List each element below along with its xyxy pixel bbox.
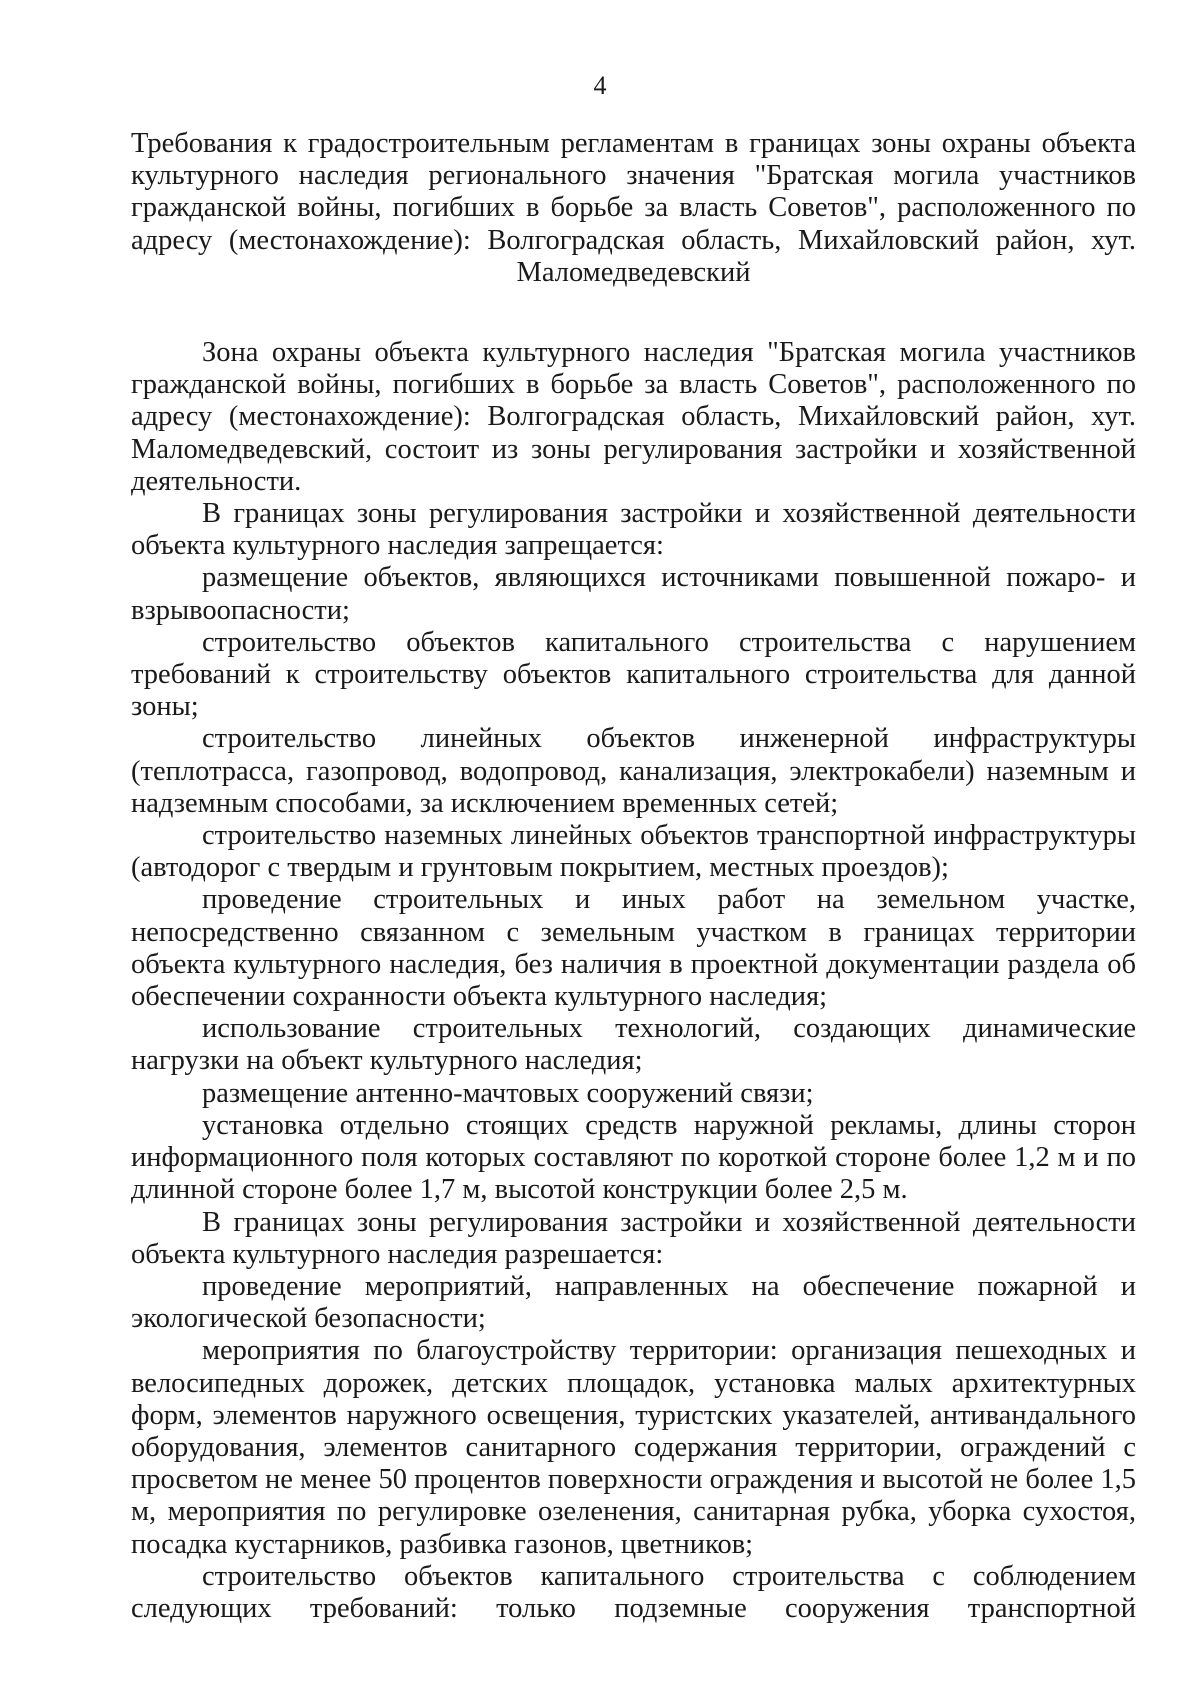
- document-body: [131, 128, 1136, 1625]
- paragraph-prohibited-item: установка отдельно стоящих средств наружной рекламы, длины сторон информационного поля которых составляют по короткой стороне более 1,2 м и по длинной стороне более 1,7 м, высотой конструкции более 2,5 м.: [131, 1109, 1136, 1206]
- document-title: Требования к градостроительным регламентам в границах зоны охраны объекта культурного наследия регионального значения "Братская могила участников гражданской войны, погибших в борьбе за власть Советов", расположенного по адресу (местонахождение): Волгоградская область, Михайловский район, хут. Маломедведевский: [131, 128, 1136, 288]
- paragraph-prohibited-item: строительство линейных объектов инженерной инфраструктуры (теплотрасса, газопровод, водопровод, канализация, электрокабели) наземным и надземным способами, за исключением временных сетей;: [131, 723, 1136, 819]
- paragraph-prohibited-item: использование строительных технологий, создающих динамические нагрузки на объект культурного наследия;: [131, 1013, 1136, 1077]
- paragraph-permitted-item: мероприятия по благоустройству территории: организация пешеходных и велосипедных дорожек, детских площадок, установка малых архитектурных форм, элементов наружного освещения, туристских указателей, антивандального оборудования, элементов санитарного содержания территории, ограждений с просветом не менее 50 процентов поверхности ограждения и высотой не более 1,5 м, мероприятия по регулировке озеленения, санитарная рубка, уборка сухостоя, посадка кустарников, разбивка газонов, цветников;: [131, 1335, 1136, 1560]
- paragraph-permitted-intro: В границах зоны регулирования застройки и хозяйственной деятельности объекта культурного наследия разрешается:: [131, 1206, 1136, 1270]
- paragraph-prohibited-item: размещение объектов, являющихся источниками повышенной пожаро- и взрывоопасности;: [131, 562, 1136, 626]
- paragraph-prohibited-item: строительство наземных линейных объектов транспортной инфраструктуры (автодорог с твердым и грунтовым покрытием, местных проездов);: [131, 820, 1136, 884]
- paragraph-permitted-item: проведение мероприятий, направленных на обеспечение пожарной и экологической безопасности;: [131, 1270, 1136, 1335]
- page-number: 4: [593, 71, 607, 100]
- paragraph-prohibited-item: проведение строительных и иных работ на земельном участке, непосредственно связанном с земельным участком в границах территории объекта культурного наследия, без наличия в проектной документации раздела об обеспечении сохранности объекта культурного наследия;: [131, 884, 1136, 1013]
- paragraph-prohibited-intro: В границах зоны регулирования застройки и хозяйственной деятельности объекта культурного наследия запрещается:: [131, 498, 1136, 562]
- paragraph-permitted-item: строительство объектов капитального строительства с соблюдением следующих требований: только подземные сооружения транспортной: [131, 1560, 1136, 1624]
- paragraph-prohibited-item: размещение антенно-мачтовых сооружений связи;: [202, 1077, 814, 1109]
- paragraph-zone-description: Зона охраны объекта культурного наследия "Братская могила участников гражданской войны, погибших в борьбе за власть Советов", расположенного по адресу (местонахождение): Волгоградская область, Михайловский район, хут. Маломедведевский, состоит из зоны регулирования застройки и хозяйственной деятельности.: [131, 337, 1136, 497]
- paragraph-prohibited-item: строительство объектов капитального строительства с нарушением требований к строительству объектов капитального строительства для данной зоны;: [131, 626, 1136, 723]
